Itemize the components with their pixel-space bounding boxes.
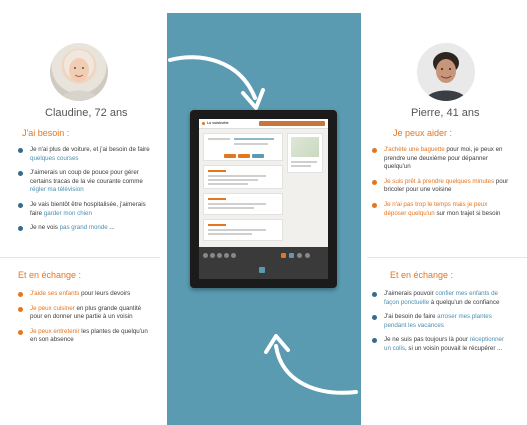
social-icon bbox=[210, 253, 215, 258]
badge-icon bbox=[305, 253, 310, 258]
bullet-icon bbox=[372, 203, 377, 208]
list-item: J'aimerais un coup de pouce pour gérer certains tracas de la vie courante comme régler ma télévision bbox=[18, 169, 155, 195]
bullet-icon bbox=[18, 292, 23, 297]
bullet-icon bbox=[18, 226, 23, 231]
site-map bbox=[291, 137, 319, 157]
list-item: J'ai besoin de faire arroser mes plantes pendant les vacances bbox=[372, 313, 509, 330]
site-header bbox=[199, 119, 328, 129]
bullet-icon bbox=[18, 330, 23, 335]
bullet-icon bbox=[18, 307, 23, 312]
bullet-icon bbox=[372, 148, 377, 153]
list-item: Je suis prêt à prendre quelques minutes pour bricoler pour une voisine bbox=[372, 178, 509, 195]
tablet-screen bbox=[199, 119, 328, 279]
bullet-icon bbox=[372, 338, 377, 343]
site-hero-card bbox=[203, 133, 283, 161]
right-divider bbox=[367, 257, 527, 258]
bullet-icon bbox=[372, 180, 377, 185]
pierre-avatar bbox=[417, 43, 475, 101]
bullet-icon bbox=[18, 203, 23, 208]
list-item: Je n'ai plus de voiture, et j'ai besoin de faire quelques courses bbox=[18, 146, 155, 163]
bullet-icon bbox=[372, 292, 377, 297]
left-exchange-list bbox=[18, 290, 155, 351]
list-item: Je peux entretenir les plantes de quelqu'un en son absence bbox=[18, 328, 155, 345]
list-item: J'achète une baguette pour moi, je peux en prendre une deuxième pour dépanner quelqu'un bbox=[372, 146, 509, 172]
site-sidebar-card bbox=[287, 133, 323, 173]
right-exchange-list bbox=[372, 290, 509, 360]
social-icon bbox=[203, 253, 208, 258]
list-item: Je ne vois pas grand monde ... bbox=[18, 224, 155, 233]
right-exchange-heading: Et en échange : bbox=[390, 270, 454, 280]
site-logo-icon bbox=[202, 122, 205, 125]
list-item: Je vais bientôt être hospitalisée, j'aimerais faire garder mon chien bbox=[18, 201, 155, 218]
social-icon bbox=[231, 253, 236, 258]
social-icon bbox=[217, 253, 222, 258]
list-item: Je peux cuisiner en plus grande quantité pour en donner une partie à un voisin bbox=[18, 305, 155, 322]
pierre-name: Pierre, 41 ans bbox=[411, 107, 480, 119]
left-divider bbox=[0, 257, 160, 258]
left-needs-list bbox=[18, 146, 155, 239]
social-icon bbox=[224, 253, 229, 258]
footer-logo-icon bbox=[259, 267, 265, 273]
right-help-list bbox=[372, 146, 509, 224]
site-logo: Lu voisinette bbox=[207, 121, 229, 125]
left-needs-heading: J'ai besoin : bbox=[22, 128, 70, 138]
site-post-card bbox=[203, 193, 283, 215]
claudine-name: Claudine, 72 ans bbox=[45, 107, 128, 119]
badge-icon bbox=[289, 253, 294, 258]
right-help-heading: Je peux aider : bbox=[393, 128, 453, 138]
site-post-card bbox=[203, 165, 283, 189]
list-item: J'aide ses enfants pour leurs devoirs bbox=[18, 290, 155, 299]
list-item: Je n'ai pas trop le temps mais je peux déposer quelqu'un sur mon trajet si besoin bbox=[372, 201, 509, 218]
bullet-icon bbox=[18, 171, 23, 176]
bullet-icon bbox=[372, 315, 377, 320]
left-exchange-heading: Et en échange : bbox=[18, 270, 82, 280]
tablet-device bbox=[190, 110, 337, 288]
site-post-card bbox=[203, 219, 283, 241]
bullet-icon bbox=[18, 148, 23, 153]
site-footer bbox=[199, 247, 328, 279]
list-item: Je ne suis pas toujours là pour réceptionner un colis, si un voisin pouvait le récupérer ... bbox=[372, 336, 509, 353]
badge-icon bbox=[297, 253, 302, 258]
list-item: J'aimerais pouvoir confier mes enfants de façon ponctuelle à quelqu'un de confiance bbox=[372, 290, 509, 307]
badge-icon bbox=[281, 253, 286, 258]
claudine-avatar bbox=[50, 43, 108, 101]
site-nav-bar bbox=[259, 121, 325, 126]
